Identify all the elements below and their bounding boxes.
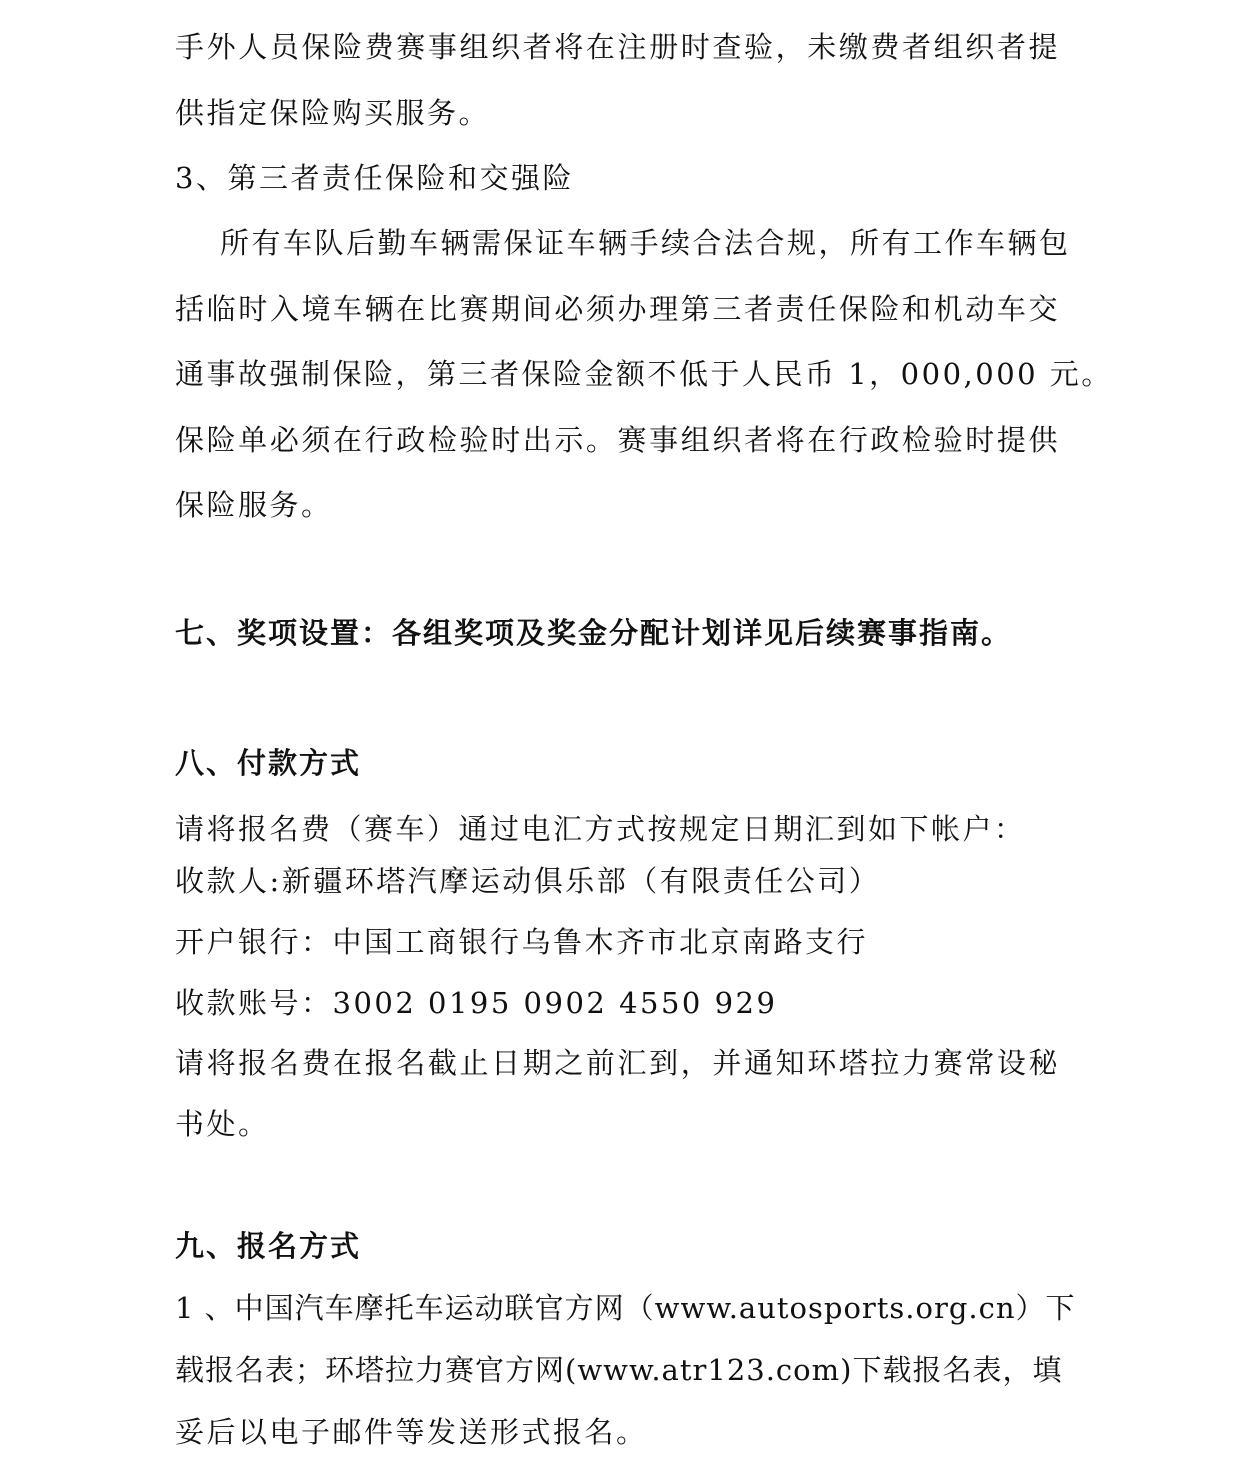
payment-instruction: 请将报名费（赛车）通过电汇方式按规定日期汇到如下帐户：: [175, 812, 1026, 846]
payment-deadline-line-2: 书处。: [175, 1107, 270, 1141]
payment-deadline-line-1: 请将报名费在报名截止日期之前汇到，并通知环塔拉力赛常设秘: [175, 1046, 1060, 1080]
registration-line-1: 1 、中国汽车摩托车运动联官方网（www.autosports.org.cn）下: [175, 1291, 1076, 1325]
paragraph-insurance-line-2: 供指定保险购买服务。: [175, 96, 491, 130]
paragraph-vehicles-line-1: 所有车队后勤车辆需保证车辆手续合法合规，所有工作车辆包: [220, 226, 1071, 260]
subheading-third-party-insurance: 3、第三者责任保险和交强险: [175, 161, 574, 195]
paragraph-insurance-line-1: 手外人员保险费赛事组织者将在注册时查验，未缴费者组织者提: [175, 30, 1060, 64]
paragraph-vehicles-line-2: 括临时入境车辆在比赛期间必须办理第三者责任保险和机动车交: [175, 292, 1060, 326]
bank-line: 开户银行：中国工商银行乌鲁木齐市北京南路支行: [175, 925, 869, 959]
account-number-line: 收款账号：3002 0195 0902 4550 929: [175, 986, 778, 1020]
section-heading-payment: 八、付款方式: [175, 746, 362, 780]
payee-line: 收款人:新疆环塔汽摩运动俱乐部（有限责任公司）: [175, 864, 881, 898]
registration-line-3: 妥后以电子邮件等发送形式报名。: [175, 1415, 648, 1449]
paragraph-vehicles-line-4: 保险单必须在行政检验时出示。赛事组织者将在行政检验时提供: [175, 423, 1060, 457]
registration-line-2: 载报名表；环塔拉力赛官方网(www.atr123.com)下载报名表，填: [175, 1353, 1063, 1387]
paragraph-vehicles-line-3: 通事故强制保险，第三者保险金额不低于人民币 1，000,000 元。: [175, 357, 1113, 391]
section-heading-awards: 七、奖项设置：各组奖项及奖金分配计划详见后续赛事指南。: [175, 616, 1013, 650]
section-heading-registration: 九、报名方式: [175, 1229, 362, 1263]
paragraph-vehicles-line-5: 保险服务。: [175, 488, 333, 522]
